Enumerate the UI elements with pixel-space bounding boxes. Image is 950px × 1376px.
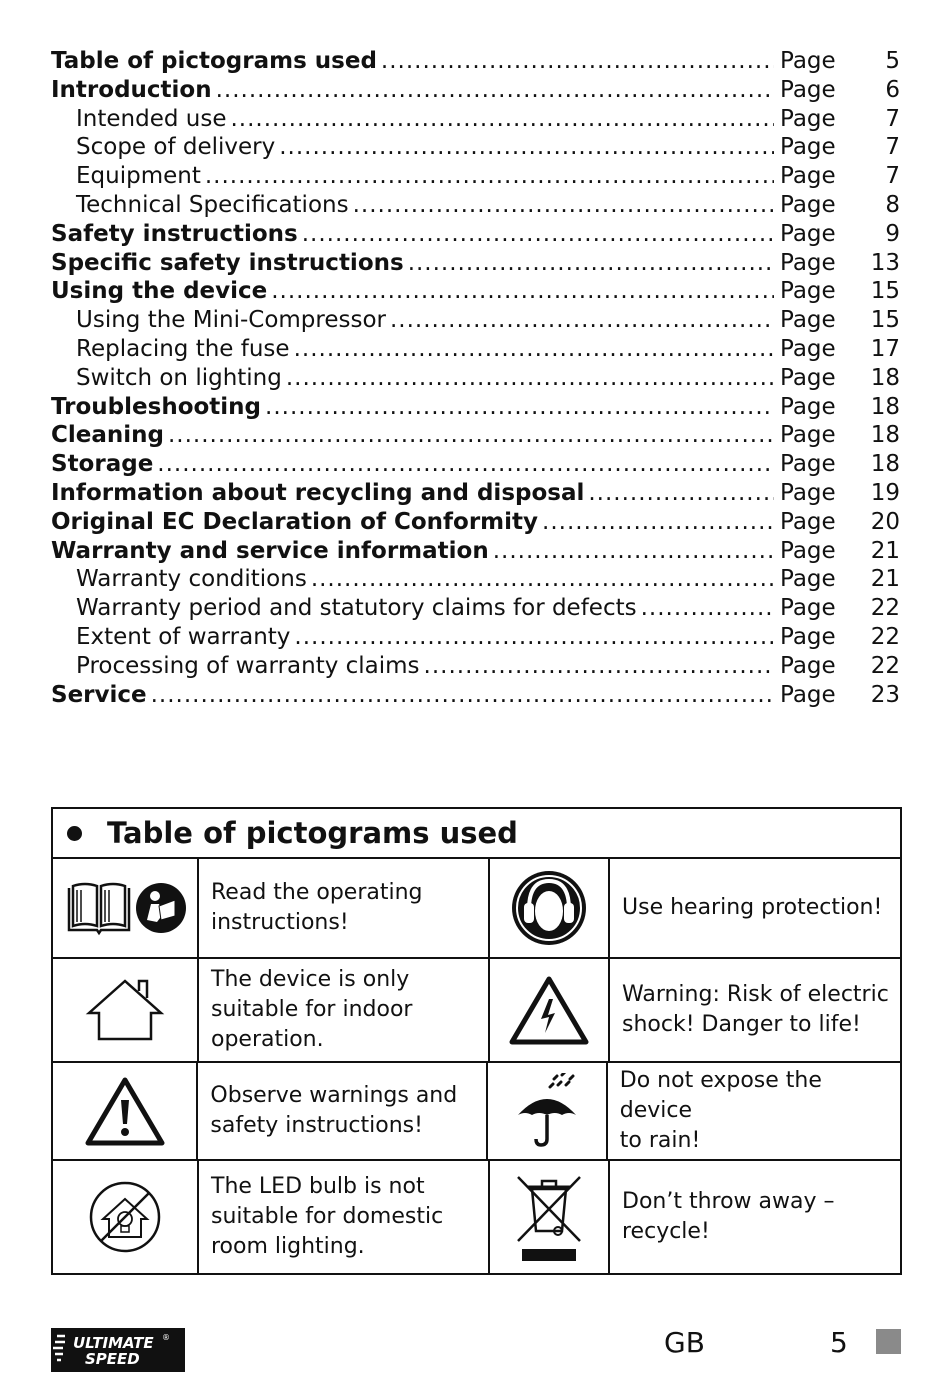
toc-entry-title: Specific safety instructions [51, 249, 404, 276]
toc-page-label: Page [780, 163, 836, 190]
umbrella-rain-icon [488, 1063, 608, 1159]
toc-page-number: 20 [870, 508, 900, 535]
toc-page-label: Page [780, 422, 836, 449]
toc-dot-leader [286, 364, 774, 393]
pictogram-description [199, 1161, 490, 1273]
toc-dot-leader [588, 479, 774, 508]
toc-page-number: 21 [870, 566, 900, 593]
pictogram-text-line: instructions! [211, 910, 349, 935]
book-manual-icon [53, 859, 199, 957]
toc-page-label: Page [780, 595, 836, 622]
hearing-protection-icon [490, 859, 610, 957]
pictogram-text-line: shock! Danger to life! [622, 1012, 861, 1037]
toc-page-number: 5 [885, 48, 900, 74]
bullet-icon [67, 826, 82, 841]
toc-entry-title: Troubleshooting [51, 393, 262, 420]
toc-entry-title: Switch on lighting [76, 364, 282, 391]
toc-entry [51, 335, 900, 364]
toc-entry [51, 508, 900, 537]
toc-page-label: Page [780, 249, 836, 276]
pictogram-table [51, 807, 902, 1275]
electric-shock-warning-icon [490, 959, 610, 1061]
toc-page-number: 8 [885, 191, 900, 218]
toc-page-label: Page [780, 537, 836, 564]
pictogram-text-line: operation. [211, 1027, 324, 1052]
pictogram-text-line: to rain! [619, 1128, 701, 1153]
toc-entry [51, 47, 900, 76]
toc-dot-leader [271, 277, 774, 306]
toc-entry [51, 249, 900, 278]
toc-page-number: 22 [870, 652, 900, 679]
general-warning-icon [53, 1063, 198, 1159]
pictogram-row [53, 1161, 900, 1273]
toc-page-number: 18 [870, 451, 900, 478]
ultimate-speed-logo [51, 1328, 185, 1372]
pictogram-text-line: room lighting. [211, 1234, 365, 1259]
toc-entry [51, 450, 900, 479]
toc-page-number: 15 [870, 278, 900, 305]
toc-entry [51, 162, 900, 191]
pictogram-row [53, 859, 900, 959]
pictogram-text-line: suitable for domestic [211, 1204, 444, 1229]
toc-dot-leader [151, 681, 774, 710]
toc-entry [51, 191, 900, 220]
pictogram-row [53, 959, 900, 1063]
pictogram-text-line: Warning: Risk of electric [622, 982, 889, 1007]
crossed-bin-recycle-icon [490, 1161, 610, 1273]
pictogram-description [198, 1063, 488, 1159]
toc-entry-title: Warranty period and statutory claims for defects [76, 595, 637, 622]
toc-page-label: Page [780, 134, 836, 161]
toc-page-number: 7 [885, 163, 900, 190]
pictogram-table-title: Table of pictograms used [107, 816, 518, 850]
pictogram-description [608, 1063, 900, 1159]
toc-page-number: 18 [870, 422, 900, 449]
toc-entry-title: Equipment [76, 163, 201, 190]
toc-entry-title: Technical Specifications [76, 191, 349, 218]
toc-page-label: Page [780, 76, 836, 103]
page-marker-square [876, 1329, 901, 1354]
toc-entry-title: Information about recycling and disposal [51, 479, 585, 506]
toc-dot-leader [294, 623, 774, 652]
no-domestic-lighting-icon [53, 1161, 199, 1273]
brand-trademark: ® [162, 1333, 170, 1342]
toc-entry-title: Using the device [51, 278, 268, 305]
toc-page-label: Page [780, 479, 836, 506]
toc-page-number: 7 [885, 105, 900, 132]
toc-dot-leader [408, 249, 774, 278]
toc-dot-leader [157, 450, 774, 479]
toc-entry [51, 133, 900, 162]
pictogram-text-line: The device is only [211, 967, 410, 992]
toc-entry-title: Replacing the fuse [76, 335, 290, 362]
toc-page-number: 22 [870, 623, 900, 650]
pictogram-text-line: Observe warnings and [210, 1083, 458, 1108]
toc-page-label: Page [780, 307, 836, 334]
toc-entry-title: Storage [51, 451, 154, 478]
toc-entry-title: Safety instructions [51, 220, 298, 247]
toc-entry [51, 220, 900, 249]
toc-dot-leader [353, 191, 774, 220]
toc-page-label: Page [780, 681, 836, 708]
toc-entry [51, 537, 900, 566]
toc-entry-title: Introduction [51, 76, 212, 103]
page-number: 5 [830, 1326, 848, 1359]
toc-page-label: Page [780, 105, 836, 132]
pictogram-description [610, 959, 900, 1061]
toc-entry-title: Table of pictograms used [51, 48, 377, 74]
pictogram-table-header [53, 809, 900, 859]
toc-entry [51, 681, 900, 710]
toc-page-number: 21 [870, 537, 900, 564]
toc-entry [51, 623, 900, 652]
toc-page-number: 23 [870, 681, 900, 708]
toc-dot-leader [390, 306, 774, 335]
pictogram-text-line: safety instructions! [210, 1113, 423, 1138]
toc-entry-title: Intended use [76, 105, 227, 132]
toc-entry-title: Extent of warranty [76, 623, 291, 650]
toc-entry [51, 277, 900, 306]
toc-dot-leader [302, 220, 774, 249]
toc-entry-title: Using the Mini-Compressor [76, 307, 386, 334]
toc-dot-leader [311, 565, 774, 594]
toc-page-label: Page [780, 278, 836, 305]
pictogram-text-line: Do not expose the device [619, 1068, 822, 1123]
toc-entry-title: Service [51, 681, 147, 708]
toc-page-number: 15 [870, 307, 900, 334]
toc-entry [51, 652, 900, 681]
toc-entry-title: Processing of warranty claims [76, 652, 420, 679]
pictogram-description [610, 859, 900, 957]
table-of-contents [51, 47, 900, 709]
toc-dot-leader [493, 537, 774, 566]
toc-entry-title: Cleaning [51, 422, 164, 449]
toc-page-label: Page [780, 48, 836, 74]
pictogram-description [199, 859, 490, 957]
toc-page-number: 9 [885, 220, 900, 247]
pictogram-text-line: recycle! [622, 1219, 710, 1244]
toc-dot-leader [205, 162, 774, 191]
pictogram-row [53, 1063, 900, 1161]
toc-page-number: 7 [885, 134, 900, 161]
toc-dot-leader [279, 133, 774, 162]
toc-entry [51, 105, 900, 134]
toc-page-number: 17 [870, 335, 900, 362]
brand-line-2: SPEED [85, 1350, 140, 1368]
toc-page-number: 18 [870, 364, 900, 391]
toc-page-label: Page [780, 652, 836, 679]
toc-page-number: 19 [870, 479, 900, 506]
toc-dot-leader [381, 47, 774, 76]
language-code: GB [664, 1326, 705, 1359]
toc-page-label: Page [780, 393, 836, 420]
toc-page-number: 22 [870, 595, 900, 622]
toc-dot-leader [294, 335, 774, 364]
pictogram-text-line: The LED bulb is not [211, 1174, 425, 1199]
house-indoor-icon [53, 959, 199, 1061]
toc-page-number: 18 [870, 393, 900, 420]
pictogram-text-line: Don’t throw away – [622, 1189, 835, 1214]
toc-entry [51, 364, 900, 393]
toc-page-number: 6 [885, 76, 900, 103]
toc-page-label: Page [780, 364, 836, 391]
pictogram-description [610, 1161, 900, 1273]
toc-page-label: Page [780, 566, 836, 593]
toc-page-number: 13 [870, 249, 900, 276]
toc-entry-title: Scope of delivery [76, 134, 276, 161]
toc-entry [51, 76, 900, 105]
toc-entry [51, 565, 900, 594]
toc-dot-leader [216, 76, 774, 105]
toc-page-label: Page [780, 623, 836, 650]
pictogram-rows [53, 859, 900, 1273]
toc-page-label: Page [780, 335, 836, 362]
toc-entry [51, 479, 900, 508]
toc-entry-title: Warranty and service information [51, 537, 489, 564]
toc-dot-leader [230, 105, 774, 134]
toc-entry [51, 393, 900, 422]
toc-page-label: Page [780, 508, 836, 535]
toc-entry [51, 421, 900, 450]
pictogram-text-line: Use hearing protection! [622, 895, 883, 920]
toc-dot-leader [542, 508, 774, 537]
toc-page-label: Page [780, 451, 836, 478]
toc-entry [51, 306, 900, 335]
toc-entry-title: Original EC Declaration of Conformity [51, 508, 539, 535]
toc-dot-leader [641, 594, 774, 623]
pictogram-text-line: Read the operating [211, 880, 423, 905]
toc-entry [51, 594, 900, 623]
pictogram-text-line: suitable for indoor [211, 997, 413, 1022]
toc-entry-title: Warranty conditions [76, 566, 307, 593]
pictogram-description [199, 959, 490, 1061]
toc-page-label: Page [780, 220, 836, 247]
toc-dot-leader [424, 652, 774, 681]
toc-dot-leader [168, 421, 774, 450]
toc-dot-leader [265, 393, 774, 422]
toc-page-label: Page [780, 191, 836, 218]
brand-line-1: ULTIMATE [73, 1334, 154, 1352]
